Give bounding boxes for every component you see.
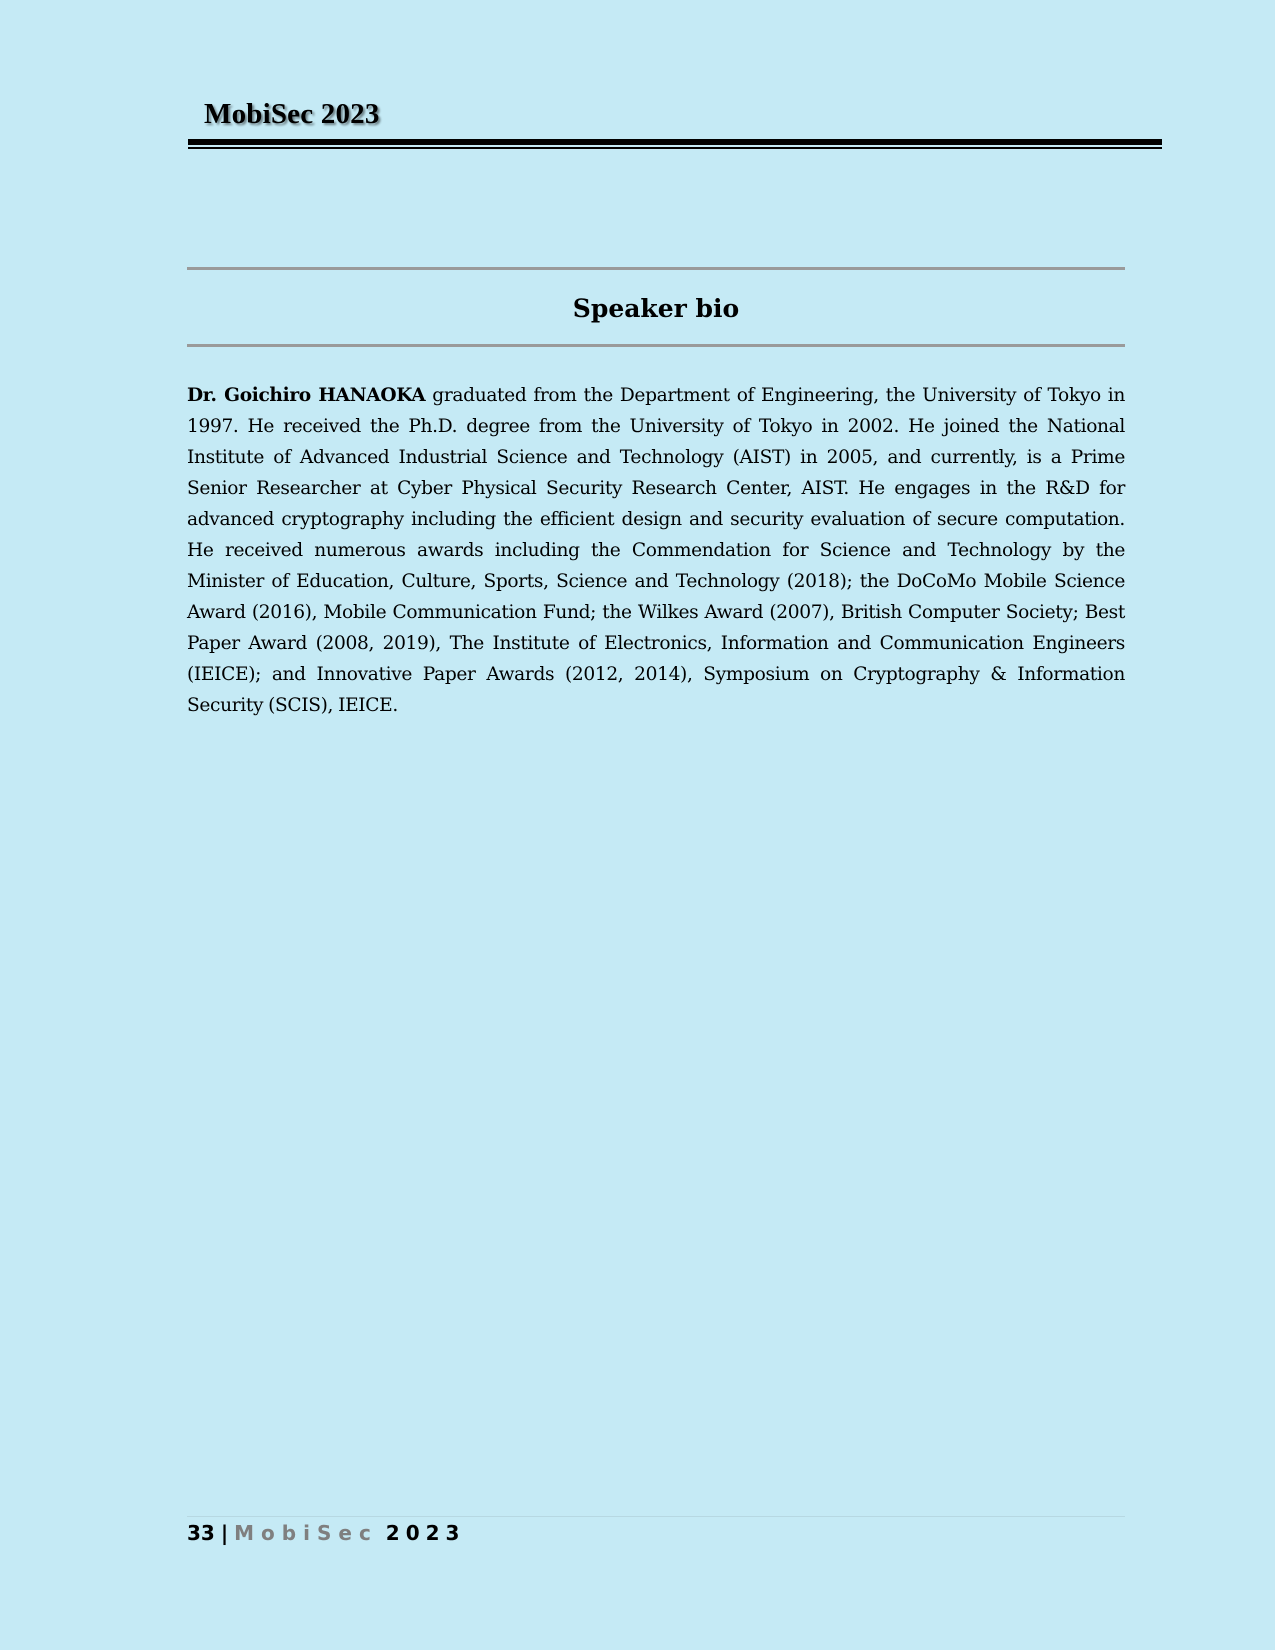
footer-year: 2023 [385,1521,466,1545]
header-rule-thick [188,139,1162,145]
header-rule-thin [188,147,1162,149]
header-title: MobiSec 2023 [204,98,380,130]
speaker-bio-text: graduated from the Department of Engineering, the University of Tokyo in 1997. He received the Ph.D. degree from the University of Tokyo in 2002. He joined the National Institute of Advanced Industrial Science and Technology (AIST) in 2005, and currently, is a Prime Senior Researcher at Cyber Physical Security Research Center, AIST. He engages in the R&D for advanced cryptography including the efficient design and security evaluation of secure computation. He received numerous awards including the Commendation for Science and Technology by the Minister of Education, Culture, Sports, Science and Technology (2018); the DoCoMo Mobile Science Award (2016), Mobile Communication Fund; the Wilkes Award (2007), British Computer Society; Best Paper Award (2008, 2019), The Institute of Electronics, Information and Communication Engineers (IEICE); and Innovative Paper Awards (2012, 2014), Symposium on Cryptography & Information Security (SCIS), IEICE. [187,385,1125,716]
section-title: Speaker bio [572,294,740,323]
page-number: 33 [187,1521,215,1545]
speaker-name: Dr. Goichiro HANAOKA [187,385,426,406]
speaker-bio-paragraph [187,380,1125,721]
section-rule-bottom [187,344,1125,347]
footer [187,1520,465,1546]
section-rule-top [187,267,1125,270]
footer-conference-name: MobiSec [234,1521,378,1545]
footer-separator: | [220,1521,229,1545]
footer-rule [187,1516,1125,1517]
